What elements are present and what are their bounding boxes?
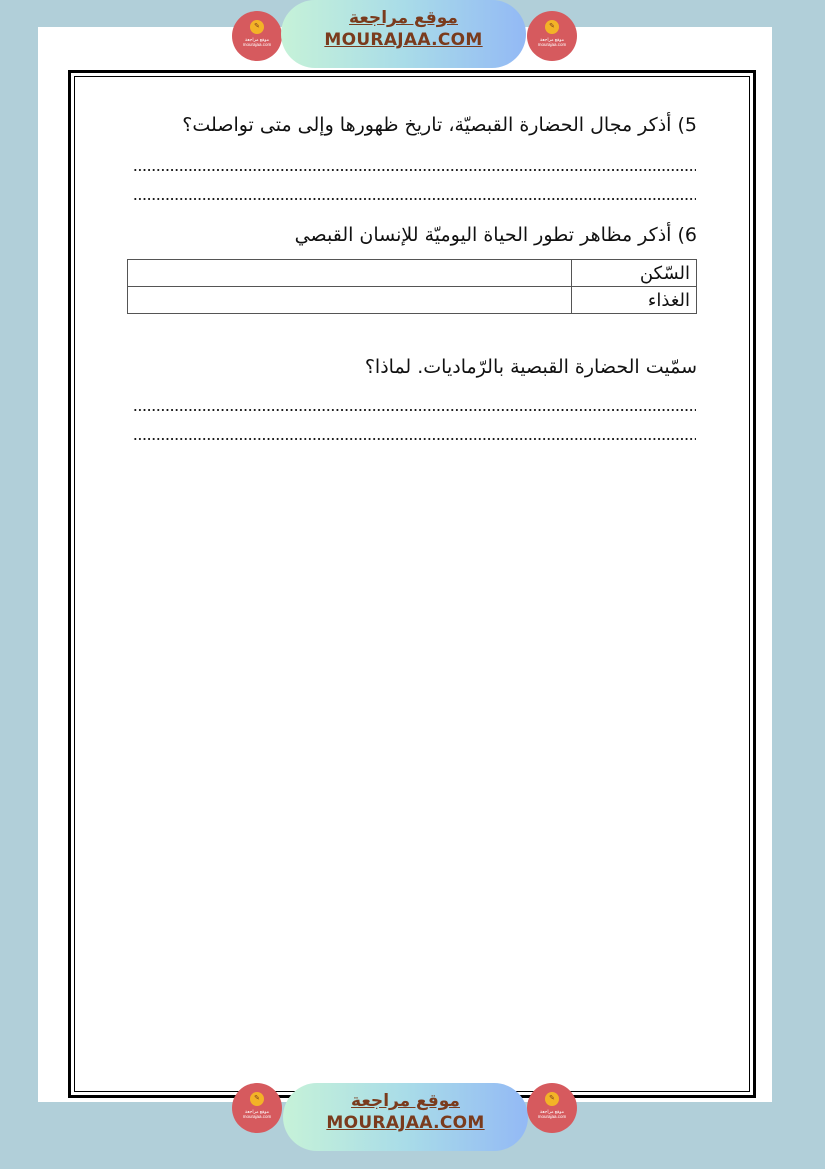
- watermark-arabic: موقع مراجعة: [349, 8, 458, 28]
- watermark-badge-right-bottom: [527, 1083, 577, 1133]
- watermark-badge-left-top: [232, 11, 282, 61]
- watermark-arabic: موقع مراجعة: [351, 1091, 460, 1111]
- watermark-latin: MOURAJAA.COM: [326, 1113, 485, 1133]
- answer-line-5-2[interactable]: [133, 197, 696, 201]
- watermark-banner-top[interactable]: [281, 0, 526, 68]
- watermark-badge-right-top: [527, 11, 577, 61]
- watermark-latin: MOURAJAA.COM: [324, 30, 483, 50]
- answer-line-7-1[interactable]: [133, 408, 696, 412]
- table-row: [128, 287, 697, 314]
- badge-arabic-text: موقع مراجعة: [244, 37, 270, 42]
- badge-latin-text: mourajaa.com: [242, 1114, 272, 1119]
- book-icon: ✎: [545, 20, 559, 34]
- badge-arabic-text: موقع مراجعة: [539, 1109, 565, 1114]
- watermark-banner-bottom[interactable]: [283, 1083, 528, 1151]
- question-6: 6) أذكر مظاهر تطور الحياة اليوميّة للإنسان القبصي: [294, 224, 697, 246]
- book-icon: ✎: [545, 1092, 559, 1106]
- badge-arabic-text: موقع مراجعة: [539, 37, 565, 42]
- watermark-badge-left-bottom: [232, 1083, 282, 1133]
- badge-arabic-text: موقع مراجعة: [244, 1109, 270, 1114]
- row-label-housing: السّكن: [572, 260, 697, 287]
- daily-life-table: [127, 259, 697, 314]
- book-icon: ✎: [250, 20, 264, 34]
- answer-line-5-1[interactable]: [133, 168, 696, 172]
- badge-latin-text: mourajaa.com: [537, 1114, 567, 1119]
- badge-latin-text: mourajaa.com: [537, 42, 567, 47]
- question-ramadiyat: سمّيت الحضارة القبصية بالرّماديات. لماذا؟: [364, 356, 697, 378]
- badge-latin-text: mourajaa.com: [242, 42, 272, 47]
- book-icon: ✎: [250, 1092, 264, 1106]
- answer-cell-housing[interactable]: [128, 260, 572, 287]
- question-5: 5) أذكر مجال الحضارة القبصيّة، تاريخ ظهورها وإلى متى تواصلت؟: [182, 114, 697, 136]
- table-row: [128, 260, 697, 287]
- answer-line-7-2[interactable]: [133, 437, 696, 441]
- answer-cell-food[interactable]: [128, 287, 572, 314]
- row-label-food: الغذاء: [572, 287, 697, 314]
